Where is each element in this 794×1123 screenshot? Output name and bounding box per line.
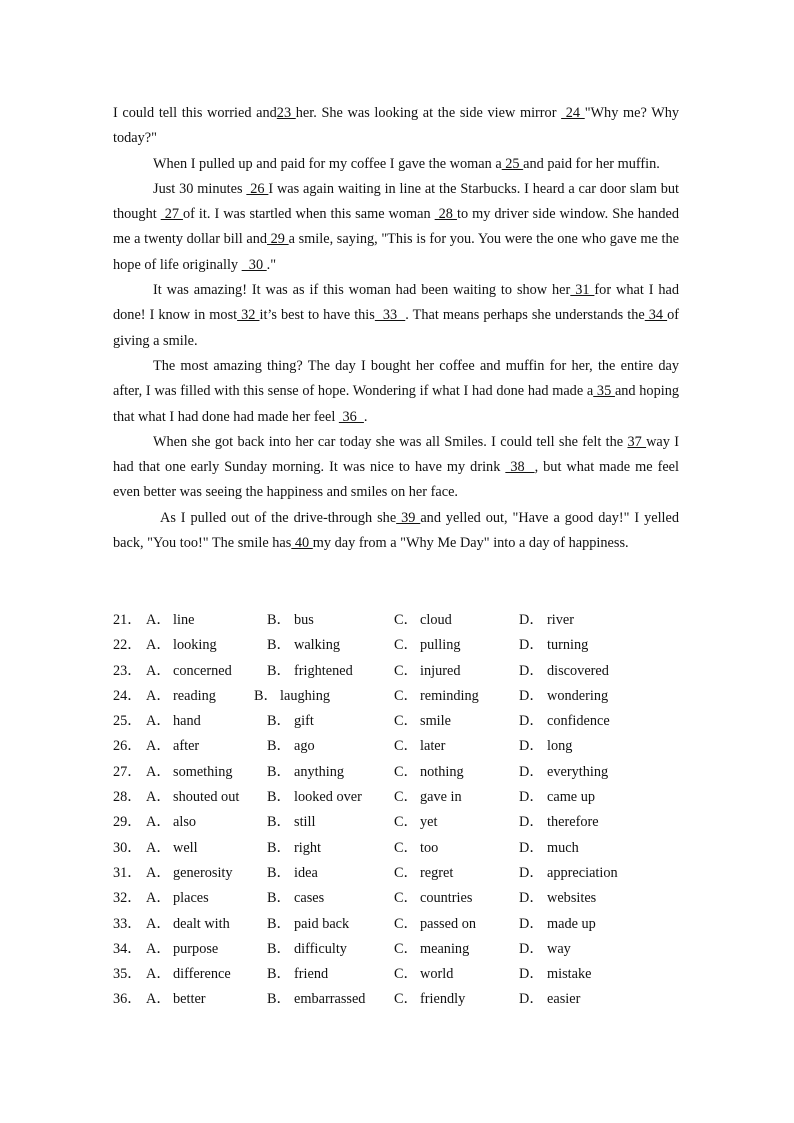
option-a: reading — [173, 687, 216, 704]
option-letter-b: B． — [254, 687, 278, 704]
option-b: paid back — [294, 915, 350, 932]
option-letter-b: B． — [267, 738, 291, 755]
text: It was amazing! It was as if this woman had been waiting to show her — [153, 282, 571, 299]
blank-33: 33 — [374, 307, 406, 324]
option-b: laughing — [280, 687, 331, 704]
option-letter-b: B． — [267, 991, 291, 1008]
option-letter-c: C． — [394, 966, 418, 983]
paragraph-1 — [113, 101, 679, 152]
option-b: still — [294, 814, 316, 831]
option-d: easier — [547, 991, 581, 1008]
option-a: dealt with — [173, 915, 230, 932]
blank-25: 25 — [501, 155, 524, 172]
option-a: shouted out — [173, 789, 240, 806]
option-c: friendly — [420, 991, 466, 1008]
option-letter-a: A． — [146, 890, 171, 907]
option-letter-d: D． — [519, 890, 544, 907]
option-letter-b: B． — [267, 940, 291, 957]
text: it’s best to have this — [259, 307, 375, 324]
blank-27: 27 — [160, 206, 184, 223]
option-c: yet — [420, 814, 438, 831]
option-letter-a: A． — [146, 713, 171, 730]
option-b: ago — [294, 738, 315, 755]
question-number: 31． — [113, 864, 142, 881]
question-row — [113, 684, 683, 709]
option-letter-a: A． — [146, 738, 171, 755]
option-letter-c: C． — [394, 763, 418, 780]
option-a: well — [173, 839, 198, 856]
option-b: bus — [294, 612, 314, 628]
paragraph-7 — [113, 506, 679, 557]
question-row — [113, 810, 683, 835]
option-b: idea — [294, 864, 318, 881]
paragraph-3 — [113, 177, 679, 278]
option-letter-c: C． — [394, 864, 418, 881]
option-a: hand — [173, 713, 201, 730]
question-row — [113, 912, 683, 937]
question-row — [113, 861, 683, 886]
option-a: purpose — [173, 940, 219, 957]
option-letter-b: B． — [267, 966, 291, 983]
option-letter-d: D． — [519, 839, 544, 856]
option-b: difficulty — [294, 940, 347, 957]
option-letter-a: A． — [146, 763, 171, 780]
option-a: generosity — [173, 864, 233, 881]
option-letter-d: D． — [519, 814, 544, 831]
text: , but what made me feel even better was seeing the happiness and smiles on her face. — [113, 459, 679, 501]
option-b: embarrassed — [294, 991, 366, 1008]
option-c: meaning — [420, 940, 470, 957]
option-b: right — [294, 839, 322, 856]
option-c: smile — [420, 713, 451, 730]
option-c: regret — [420, 864, 454, 881]
text: As I pulled out of the drive-through she — [160, 509, 397, 526]
question-row — [113, 836, 683, 861]
text: I was again waiting in line at the Starbucks. I heard a car door slam but thought — [113, 180, 679, 223]
question-number: 24． — [113, 687, 142, 704]
option-letter-d: D． — [519, 687, 544, 704]
blank-29: 29 — [267, 231, 289, 248]
option-letter-c: C． — [394, 814, 418, 831]
text: way I had that one early Sunday morning. It was nice to have my drink — [113, 433, 679, 476]
question-number: 23． — [113, 662, 142, 679]
option-c: countries — [420, 890, 473, 907]
text: "Why me? Why today?" — [113, 105, 679, 147]
option-letter-a: A． — [146, 915, 171, 932]
option-b: looked over — [294, 789, 362, 806]
option-d: websites — [547, 890, 597, 907]
cloze-passage — [113, 101, 679, 556]
option-c: passed on — [420, 915, 476, 932]
text: and hoping that what I had done had made her feel — [113, 383, 679, 425]
option-letter-a: A． — [146, 687, 171, 704]
question-row — [113, 760, 683, 785]
question-number: 26． — [113, 738, 142, 755]
option-letter-c: C． — [394, 738, 418, 755]
option-a: line — [173, 612, 195, 628]
option-letter-b: B． — [267, 713, 291, 730]
paragraph-6 — [113, 430, 679, 506]
option-d: came up — [547, 789, 596, 806]
option-letter-a: A． — [146, 864, 171, 881]
option-letter-c: C． — [394, 662, 418, 679]
question-number: 27． — [113, 763, 142, 780]
option-letter-d: D． — [519, 940, 544, 957]
text: . — [363, 408, 368, 425]
blank-24: 24 — [561, 105, 585, 121]
question-row — [113, 886, 683, 911]
option-a: looking — [173, 637, 217, 654]
option-b: frightened — [294, 662, 353, 679]
question-row — [113, 709, 683, 734]
question-number: 28． — [113, 789, 142, 806]
option-d: confidence — [547, 713, 610, 730]
option-letter-c: C． — [394, 940, 418, 957]
option-d: turning — [547, 637, 589, 654]
option-b: walking — [294, 637, 341, 654]
option-c: injured — [420, 662, 461, 679]
option-a: also — [173, 814, 197, 831]
text: and yelled out, "Have a good day!" I yelled back, "You too!" The smile has — [113, 509, 680, 552]
option-letter-a: A． — [146, 789, 171, 806]
question-number: 21． — [113, 612, 142, 628]
option-c: cloud — [420, 612, 452, 628]
text: and paid for her muffin. — [523, 155, 660, 172]
option-c: world — [420, 966, 454, 983]
option-b: friend — [294, 966, 329, 983]
option-letter-d: D． — [519, 763, 544, 780]
question-number: 30． — [113, 839, 142, 856]
option-letter-c: C． — [394, 991, 418, 1008]
question-row — [113, 734, 683, 759]
option-letter-a: A． — [146, 662, 171, 679]
option-letter-b: B． — [267, 662, 291, 679]
option-letter-d: D． — [519, 966, 544, 983]
option-letter-b: B． — [267, 789, 291, 806]
option-letter-b: B． — [267, 612, 291, 628]
option-c: gave in — [420, 789, 462, 806]
question-row — [113, 937, 683, 962]
option-d: mistake — [547, 966, 592, 983]
option-letter-b: B． — [267, 763, 291, 780]
option-letter-b: B． — [267, 637, 291, 654]
option-letter-c: C． — [394, 789, 418, 806]
option-letter-d: D． — [519, 637, 544, 654]
option-letter-c: C． — [394, 915, 418, 932]
option-letter-b: B． — [267, 814, 291, 831]
option-letter-b: B． — [267, 915, 291, 932]
text: The most amazing thing? The day I bought her coffee and muffin for her, the entire day after, I was filled with this sense of hope. Wondering if what I had done had made a — [113, 357, 679, 400]
option-letter-b: B． — [267, 864, 291, 881]
text: When she got back into her car today she was all Smiles. I could tell she felt the — [153, 433, 628, 450]
text: I could tell this worried and — [113, 105, 277, 121]
option-a: better — [173, 991, 206, 1008]
option-letter-c: C． — [394, 637, 418, 654]
option-d: river — [547, 612, 574, 628]
option-d: way — [547, 940, 571, 957]
option-letter-a: A． — [146, 612, 171, 628]
question-row — [113, 633, 683, 658]
option-letter-c: C． — [394, 890, 418, 907]
option-b: gift — [294, 713, 314, 730]
blank-31: 31 — [570, 282, 595, 299]
option-d: appreciation — [547, 864, 618, 881]
option-d: therefore — [547, 814, 599, 831]
option-letter-a: A． — [146, 966, 171, 983]
question-number: 22． — [113, 637, 142, 654]
text: her. She was looking at the side view mirror — [295, 105, 562, 121]
option-d: everything — [547, 763, 609, 780]
blank-34: 34 — [644, 307, 668, 324]
option-letter-d: D． — [519, 738, 544, 755]
option-letter-c: C． — [394, 839, 418, 856]
question-number: 32． — [113, 890, 142, 907]
option-letter-b: B． — [267, 890, 291, 907]
blank-28: 28 — [434, 206, 457, 223]
option-letter-a: A． — [146, 991, 171, 1008]
question-number: 34． — [113, 940, 142, 957]
option-c: too — [420, 839, 439, 856]
blank-23: 23 — [276, 105, 296, 121]
option-d: much — [547, 839, 579, 856]
question-number: 35． — [113, 966, 142, 983]
option-d: made up — [547, 915, 596, 932]
option-letter-c: C． — [394, 713, 418, 730]
answer-options — [113, 608, 683, 1013]
text: of it. I was startled when this same woman — [183, 206, 435, 223]
question-number: 25． — [113, 713, 142, 730]
blank-35: 35 — [593, 383, 615, 400]
option-d: discovered — [547, 662, 609, 679]
option-d: wondering — [547, 687, 609, 704]
option-c: reminding — [420, 687, 479, 704]
option-letter-d: D． — [519, 915, 544, 932]
option-letter-a: A． — [146, 637, 171, 654]
blank-40: 40 — [291, 535, 313, 552]
text: for what I had done! I know in most — [113, 282, 680, 324]
option-letter-d: D． — [519, 612, 544, 628]
question-row — [113, 608, 683, 633]
option-letter-a: A． — [146, 839, 171, 856]
text: my day from a "Why Me Day" into a day of happiness. — [312, 535, 629, 552]
option-letter-d: D． — [519, 662, 544, 679]
option-a: something — [173, 763, 233, 780]
text: When I pulled up and paid for my coffee I gave the woman a — [153, 155, 502, 172]
option-d: long — [547, 738, 573, 755]
blank-38: 38 — [505, 459, 535, 476]
option-c: later — [420, 738, 446, 755]
option-letter-d: D． — [519, 713, 544, 730]
option-b: anything — [294, 763, 345, 780]
paragraph-4 — [113, 278, 679, 354]
option-c: nothing — [420, 763, 464, 780]
option-a: difference — [173, 966, 231, 983]
paragraph-5 — [113, 354, 679, 430]
option-letter-c: C． — [394, 687, 418, 704]
blank-32: 32 — [237, 307, 260, 324]
option-letter-c: C． — [394, 612, 418, 628]
option-letter-d: D． — [519, 789, 544, 806]
text: a smile, saying, "This is for you. You were the one who gave me the hope of life originally — [113, 231, 680, 273]
question-row — [113, 962, 683, 987]
option-letter-a: A． — [146, 814, 171, 831]
paragraph-2 — [113, 152, 679, 177]
text: ." — [266, 256, 277, 273]
blank-39: 39 — [396, 509, 421, 526]
option-a: after — [173, 738, 200, 755]
option-b: cases — [294, 890, 325, 907]
blank-26: 26 — [246, 180, 269, 197]
question-number: 36． — [113, 991, 142, 1008]
blank-36: 36 — [338, 408, 364, 425]
text: of giving a smile. — [113, 307, 680, 349]
option-letter-b: B． — [267, 839, 291, 856]
text: . That means perhaps she understands the — [405, 307, 645, 324]
question-number: 33． — [113, 915, 142, 932]
option-c: pulling — [420, 637, 461, 654]
option-letter-d: D． — [519, 864, 544, 881]
option-a: places — [173, 890, 209, 907]
option-letter-a: A． — [146, 940, 171, 957]
blank-37: 37 — [627, 433, 647, 450]
text: Just 30 minutes — [153, 180, 247, 197]
question-row — [113, 987, 683, 1012]
question-row — [113, 785, 683, 810]
text: to my driver side window. She handed me a twenty dollar bill and — [113, 206, 679, 248]
option-a: concerned — [173, 662, 232, 679]
option-letter-d: D． — [519, 991, 544, 1008]
blank-30: 30 — [241, 256, 267, 273]
question-row — [113, 659, 683, 684]
question-number: 29． — [113, 814, 142, 831]
